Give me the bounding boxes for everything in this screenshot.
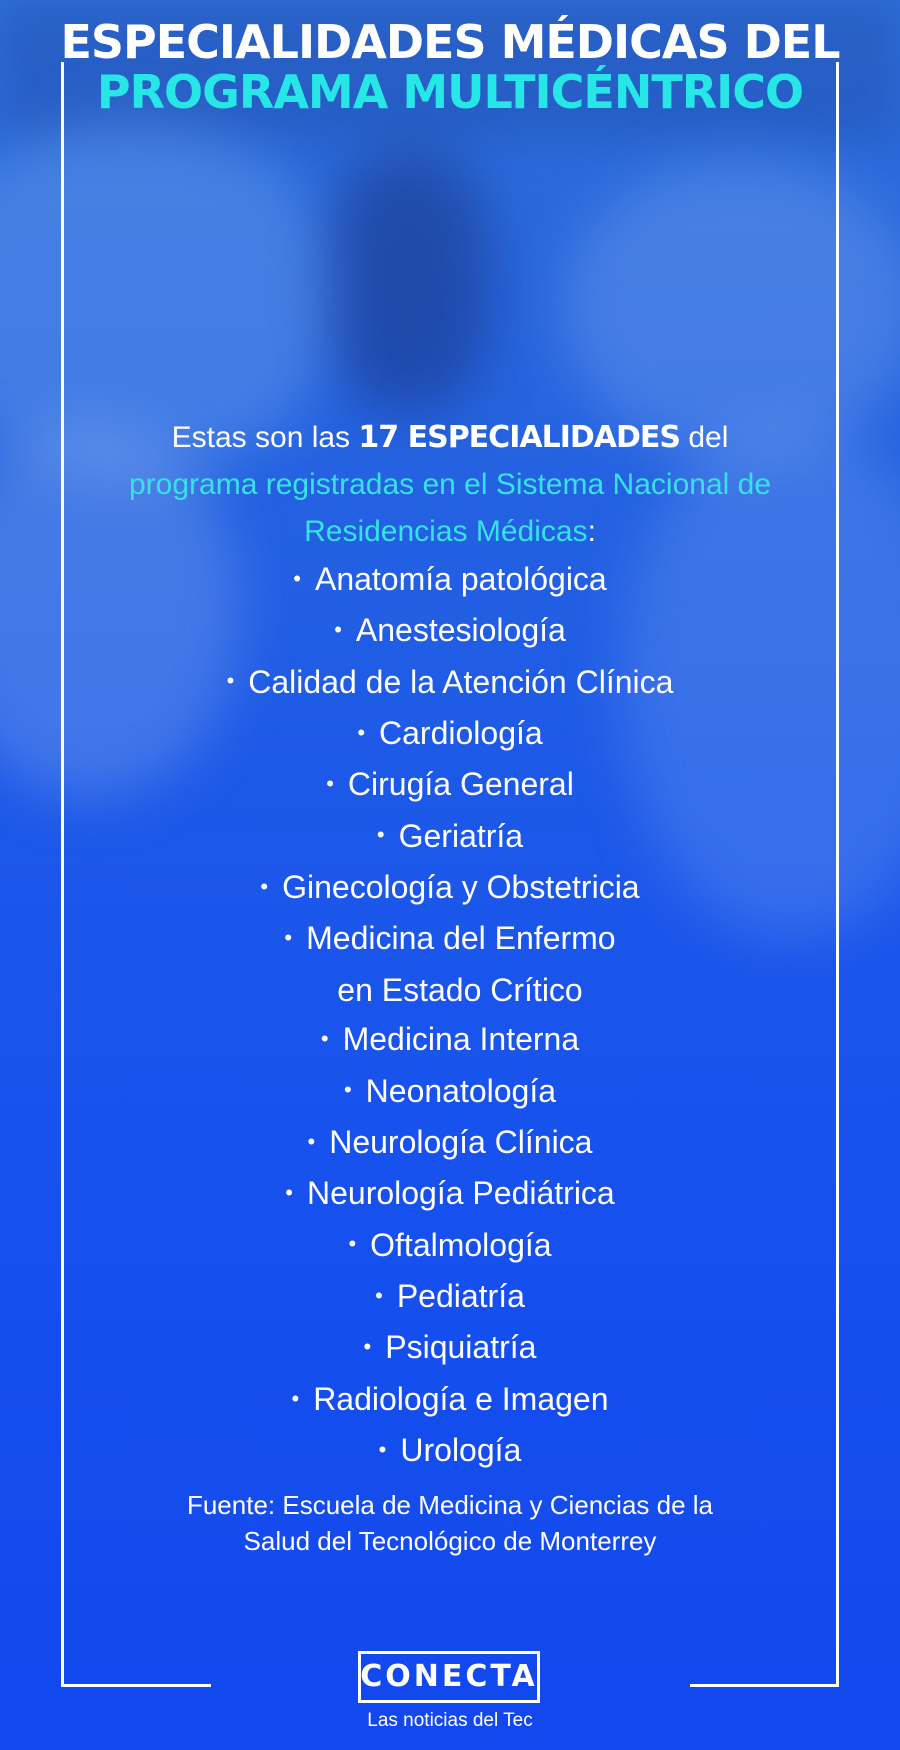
frame-left-border [61,62,64,1687]
title-line-2: PROGRAMA MULTICÉNTRICO [96,64,804,119]
bullet-icon: • [320,1026,329,1052]
specialty-label: Pediatría [396,1278,525,1315]
bullet-icon: • [291,1385,300,1411]
intro-colon: : [587,515,596,548]
list-item [100,1323,800,1374]
frame-bottom-left-border [61,1684,211,1687]
intro-registry-text: programa registradas en el Sistema Nacional de Residencias Médicas [129,468,771,548]
list-item [100,1272,800,1323]
specialty-label: Ginecología y Obstetricia [282,869,640,906]
list-item [100,555,800,606]
logo-wordmark: CONECTA [360,1659,538,1694]
bullet-icon: • [293,565,301,591]
specialty-label: Neurología Clínica [329,1124,593,1161]
page-title [0,15,900,119]
logo-tagline: Las noticias del Tec [367,1710,533,1731]
intro-text-del: del [679,421,729,454]
bullet-icon: • [285,1180,293,1206]
specialty-label: Radiología e Imagen [313,1380,609,1417]
specialty-label: Calidad de la Atención Clínica [248,663,674,700]
list-item [100,914,800,1015]
bullet-icon: • [375,1282,383,1308]
list-item [100,1118,800,1169]
frame-bottom-right-border [690,1684,839,1687]
intro-text-start: Estas son las [171,421,359,454]
specialty-label: Neurología Pediátrica [306,1175,615,1212]
bullet-icon: • [376,822,385,848]
list-item [100,709,800,760]
bullet-icon: • [226,668,235,694]
bullet-icon: • [260,873,269,899]
source-line-1: Fuente: Escuela de Medicina y Ciencias de la [186,1490,714,1520]
specialty-label-continuation: en Estado Crítico [337,971,583,1008]
bullet-icon: • [326,771,334,797]
intro-paragraph [100,414,800,555]
specialty-label: Anatomía patológica [314,561,607,597]
list-item [100,1426,800,1477]
list-item [100,658,800,709]
specialty-label: Psiquiatría [385,1329,537,1366]
bullet-icon: • [378,1436,387,1462]
specialties-list [100,555,800,1477]
specialty-label: Cirugía General [347,766,574,803]
list-item [100,1169,800,1220]
list-item [100,1221,800,1272]
source-credit [100,1487,800,1559]
specialty-label: Neonatología [365,1072,557,1109]
bullet-icon: • [363,1334,372,1360]
list-item [100,1067,800,1118]
list-item [100,760,800,811]
list-item [100,1375,800,1426]
specialty-label: Medicina del Enfermo [306,920,616,957]
list-item [100,1015,800,1066]
bullet-icon: • [284,925,293,951]
intro-count-highlight: 17 ESPECIALIDADES [358,420,680,455]
specialty-label: Cardiología [379,715,543,752]
bullet-icon: • [357,719,366,745]
source-line-2: Salud del Tecnológico de Monterrey [243,1526,657,1556]
bullet-icon: • [334,617,342,643]
bullet-icon: • [307,1128,316,1154]
frame-right-border [836,62,839,1687]
list-item [100,863,800,914]
specialty-label: Oftalmología [370,1226,552,1263]
list-item [100,606,800,657]
bullet-icon: • [348,1231,357,1257]
specialty-label: Medicina Interna [342,1021,580,1058]
specialty-label: Geriatría [398,817,524,854]
specialty-label: Anestesiología [355,612,566,649]
title-line-1: ESPECIALIDADES MÉDICAS DEL [60,15,840,69]
specialty-label: Urología [400,1432,522,1469]
bullet-icon: • [343,1077,352,1103]
list-item [100,812,800,863]
conecta-logo[interactable] [358,1651,540,1703]
